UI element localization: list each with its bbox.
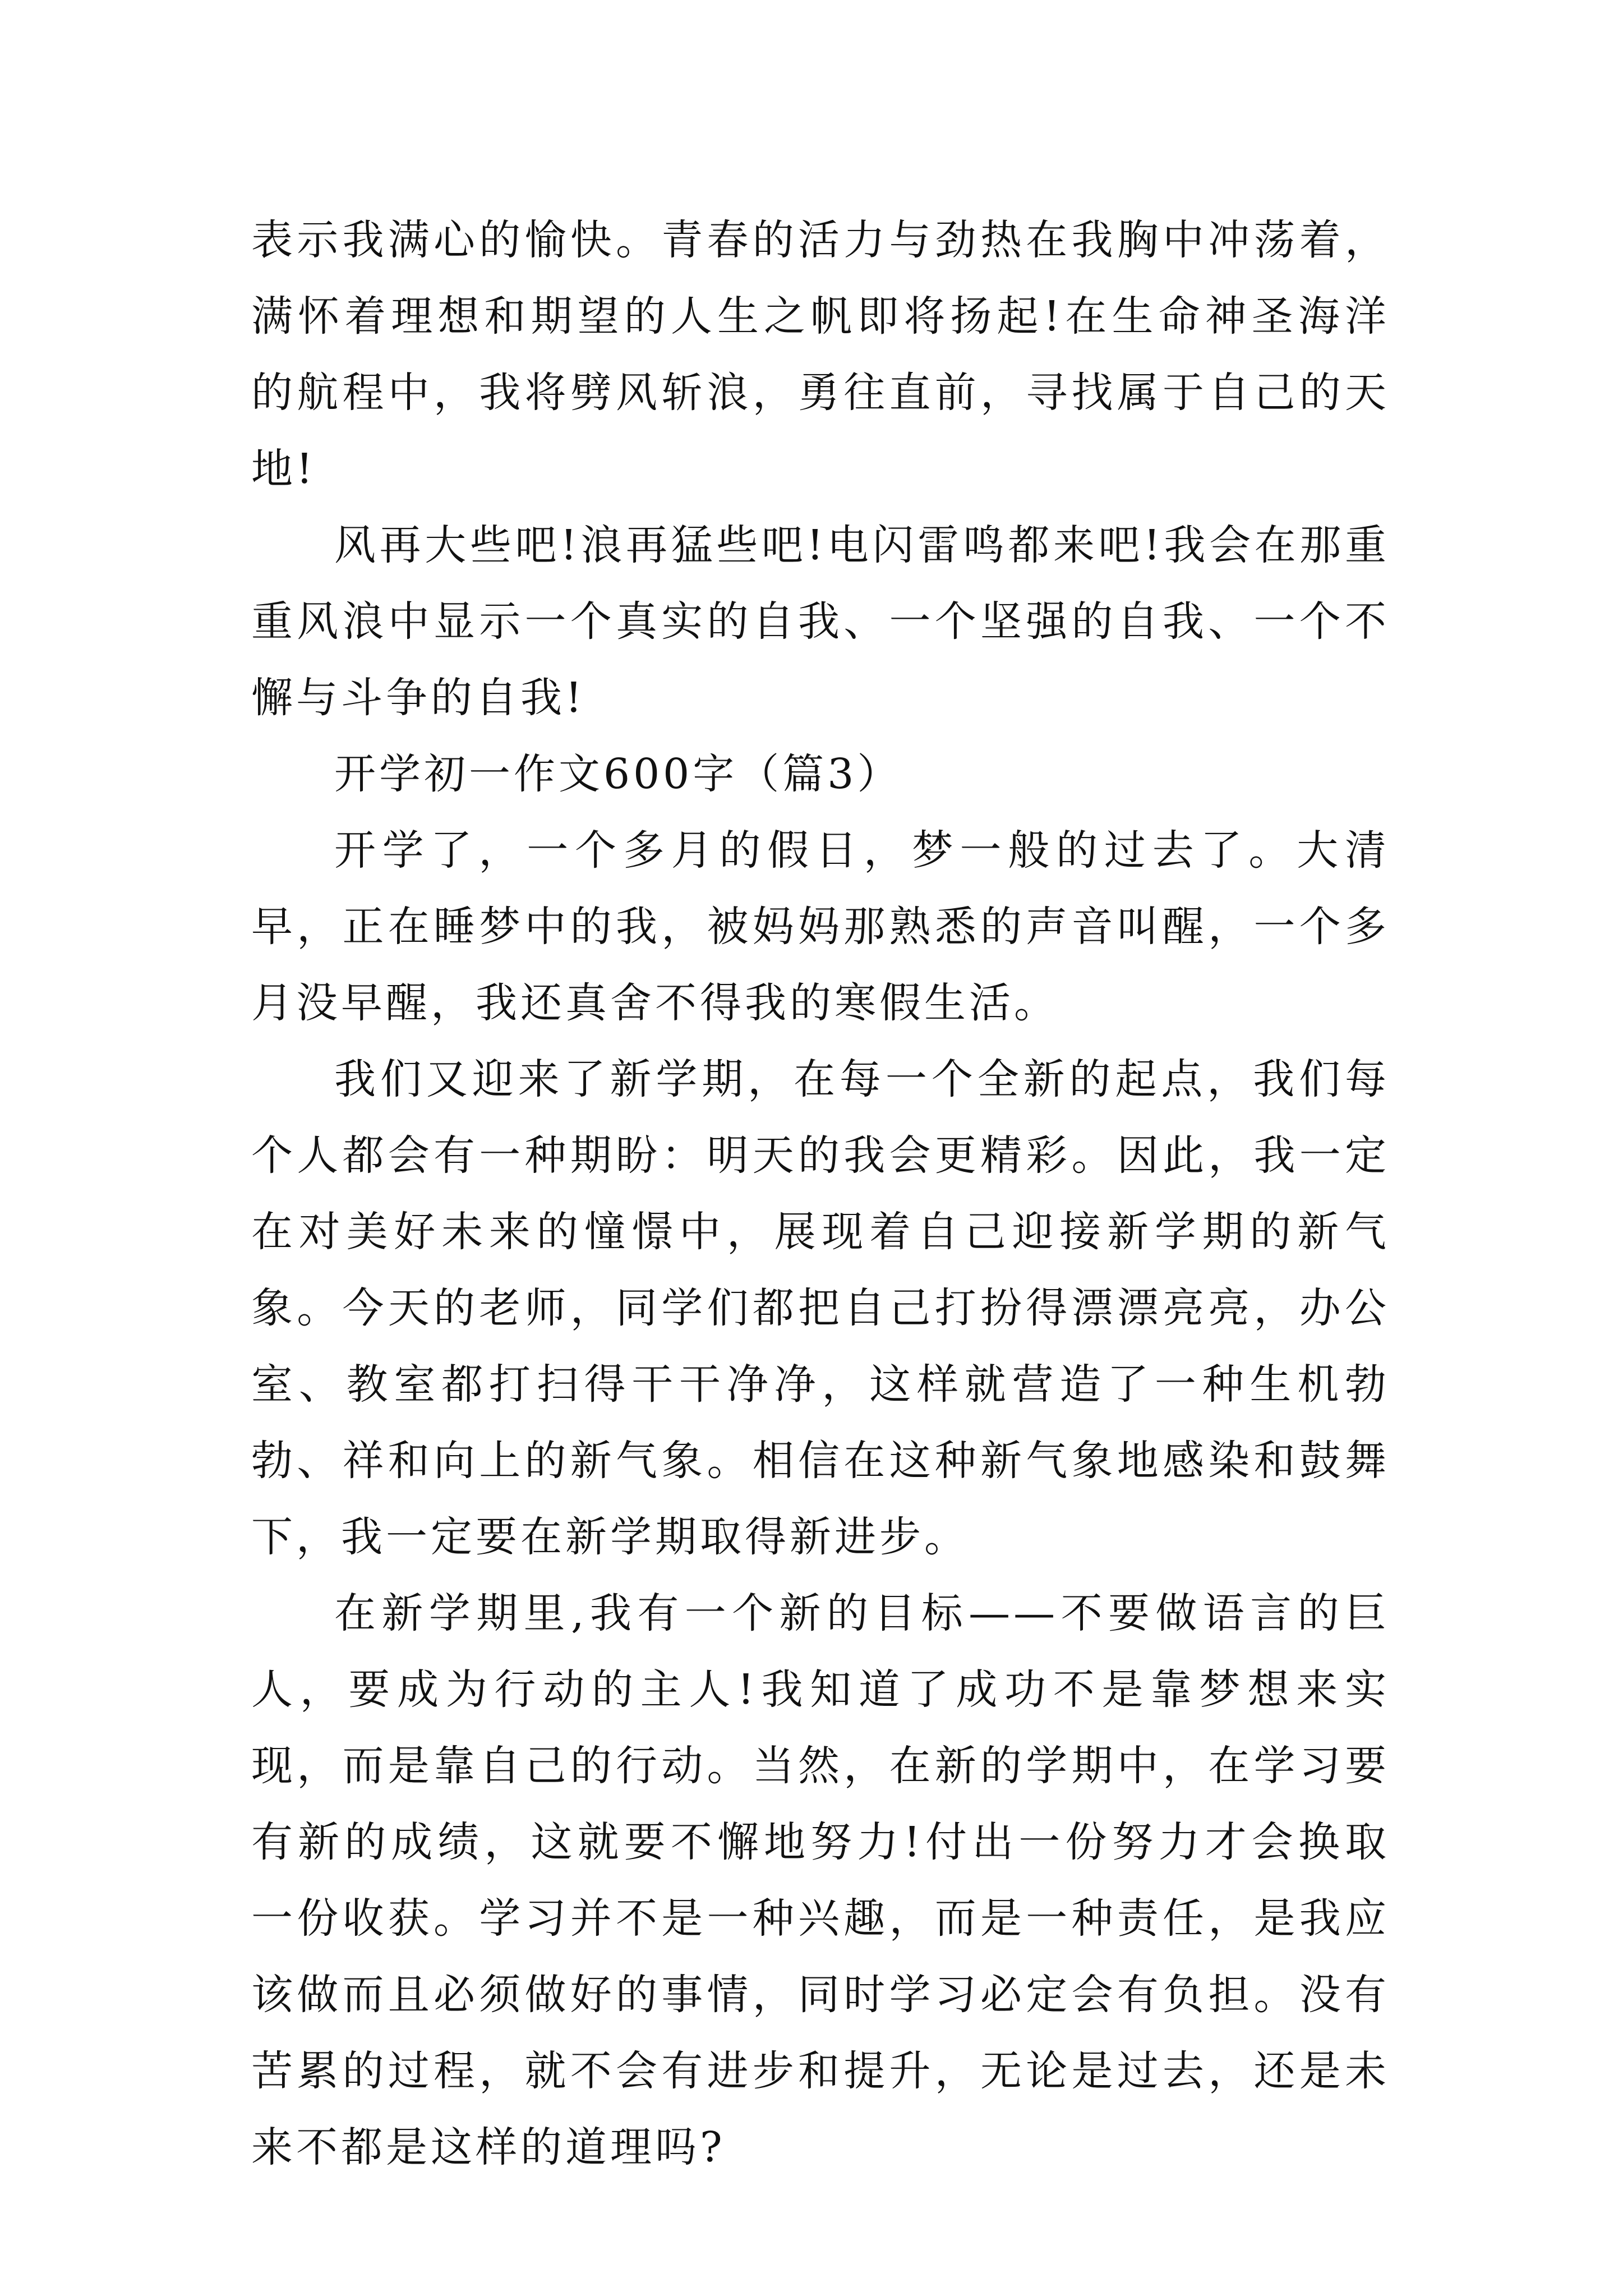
- paragraph: 风再大些吧!浪再猛些吧!电闪雷鸣都来吧!我会在那重重风浪中显示一个真实的自我、一个坚强的自我、一个不懈与斗争的自我!: [251, 521, 1390, 722]
- section-heading: 开学初一作文600字（篇3）: [334, 750, 902, 798]
- document-body: [251, 202, 1390, 2185]
- paragraph: 开学了，一个多月的假日，梦一般的过去了。大清早，正在睡梦中的我，被妈妈那熟悉的声音叫醒，一个多月没早醒，我还真舍不得我的寒假生活。: [251, 826, 1390, 1027]
- paragraph: 在新学期里,我有一个新的目标——不要做语言的巨人，要成为行动的主人!我知道了成功不是靠梦想来实现，而是靠自己的行动。当然，在新的学期中，在学习要有新的成绩，这就要不懈地努力!付出一份努力才会换取一份收获。学习并不是一种兴趣，而是一种责任，是我应该做而且必须做好的事情，同时学习必定会有负担。没有苦累的过程，就不会有进步和提升，无论是过去，还是未来不都是这样的道理吗?: [251, 1589, 1390, 2171]
- paragraph: 我们又迎来了新学期，在每一个全新的起点，我们每个人都会有一种期盼：明天的我会更精彩。因此，我一定在对美好未来的憧憬中，展现着自己迎接新学期的新气象。今天的老师，同学们都把自己打扮得漂漂亮亮，办公室、教室都打扫得干干净净，这样就营造了一种生机勃勃、祥和向上的新气象。相信在这种新气象地感染和鼓舞下，我一定要在新学期取得新进步。: [251, 1055, 1390, 1561]
- paragraph-continued: 表示我满心的愉快。青春的活力与劲热在我胸中冲荡着，满怀着理想和期望的人生之帆即将扬起!在生命神圣海洋的航程中，我将劈风斩浪，勇往直前，寻找属于自己的天地!: [251, 216, 1390, 493]
